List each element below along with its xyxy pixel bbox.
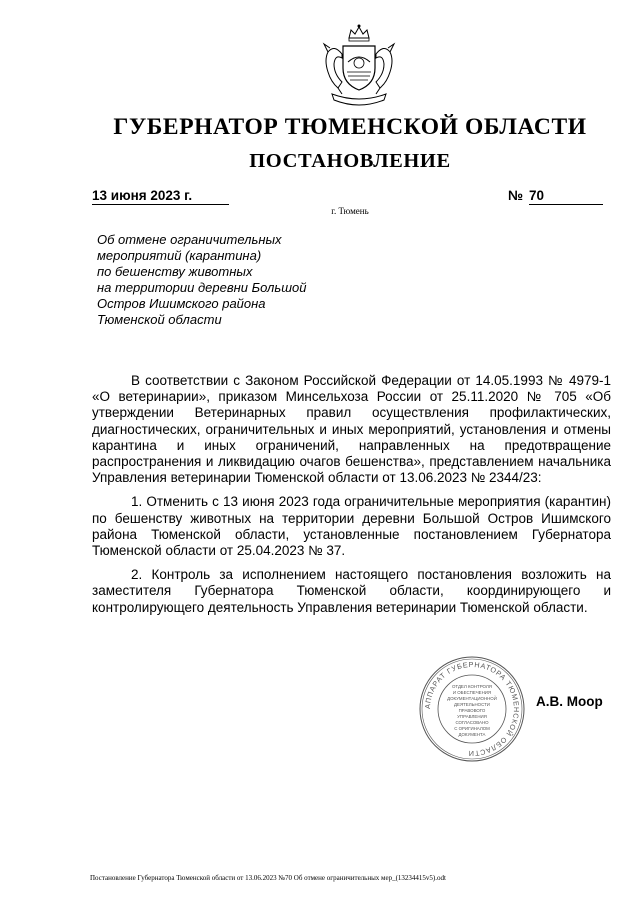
document-city: г. Тюмень (331, 206, 369, 216)
seal-inner-line: ДЕЯТЕЛЬНОСТИ (454, 702, 490, 707)
clause-2-paragraph: 2. Контроль за исполнением настоящего постановления возложить на заместителя Губернатора Тюменской области, координирующего и контролирующего деятельность Управления ветеринарии Тюменской области. (92, 567, 611, 615)
seal-inner-line: ДОКУМЕНТАЦИОННОЙ (447, 696, 497, 701)
subject-line: Остров Ишимского района (97, 296, 266, 311)
seal-inner-line: СОГЛАСОВАНО (455, 720, 489, 725)
seal-inner-line: ОТДЕЛ КОНТРОЛЯ (452, 684, 492, 689)
document-number: 70 (529, 188, 603, 205)
seal-inner-line: ДОКУМЕНТА (458, 732, 486, 737)
coat-of-arms-icon (318, 22, 400, 110)
number-sign: № (508, 188, 524, 203)
seal-inner-line: ПРАВОВОГО (458, 708, 486, 713)
official-seal-icon (418, 655, 526, 763)
subject-line: мероприятий (карантина) (97, 248, 262, 263)
seal-inner-line: С ОРИГИНАЛОМ (454, 726, 490, 731)
seal-inner-line: УПРАВЛЕНИЯ (457, 714, 487, 719)
clause-1-paragraph: 1. Отменить с 13 июня 2023 года ограничительные мероприятия (карантин) по бешенству животных на территории деревни Большой Остров Ишимского района Тюменской области, установленные постановлением Губернатора Тюменской области от 25.04.2023 № 37. (92, 494, 611, 559)
preamble-paragraph: В соответствии с Законом Российской Федерации от 14.05.1993 № 4979-1 «О ветеринарии», приказом Минсельхоза России от 25.11.2020 № 705 «Об утверждении Ветеринарных правил осуществления профилактических, диагностических, ограничительных и иных мероприятий, установления и отмены карантина и иных ограничений, направленных на предотвращение распространения и ликвидацию очагов бешенства», представлением начальника Управления ветеринарии Тюменской области от 13.06.2023 № 2344/23: (92, 373, 611, 486)
document-body (92, 373, 611, 624)
subject-line: на территории деревни Большой (97, 280, 307, 295)
seal-ring-text: АППАРАТ ГУБЕРНАТОРА ТЮМЕНСКОЙ ОБЛАСТИ (422, 659, 522, 759)
document-date: 13 июня 2023 г. (92, 188, 229, 205)
signatory-name: А.В. Моор (536, 694, 603, 709)
subject-line: по бешенству животных (97, 264, 253, 279)
subject-line: Об отмене ограничительных (97, 232, 282, 247)
document-subject (97, 232, 367, 328)
document-type-heading: ПОСТАНОВЛЕНИЕ (249, 150, 451, 172)
subject-line: Тюменской области (97, 312, 222, 327)
issuing-authority-heading: ГУБЕРНАТОР ТЮМЕНСКОЙ ОБЛАСТИ (113, 114, 587, 140)
seal-inner-line: И ОБЕСПЕЧЕНИЯ (452, 690, 492, 695)
file-footer: Постановление Губернатора Тюменской области от 13.06.2023 №70 Об отмене ограничительных мер_(13234415v5).odt (90, 874, 446, 882)
